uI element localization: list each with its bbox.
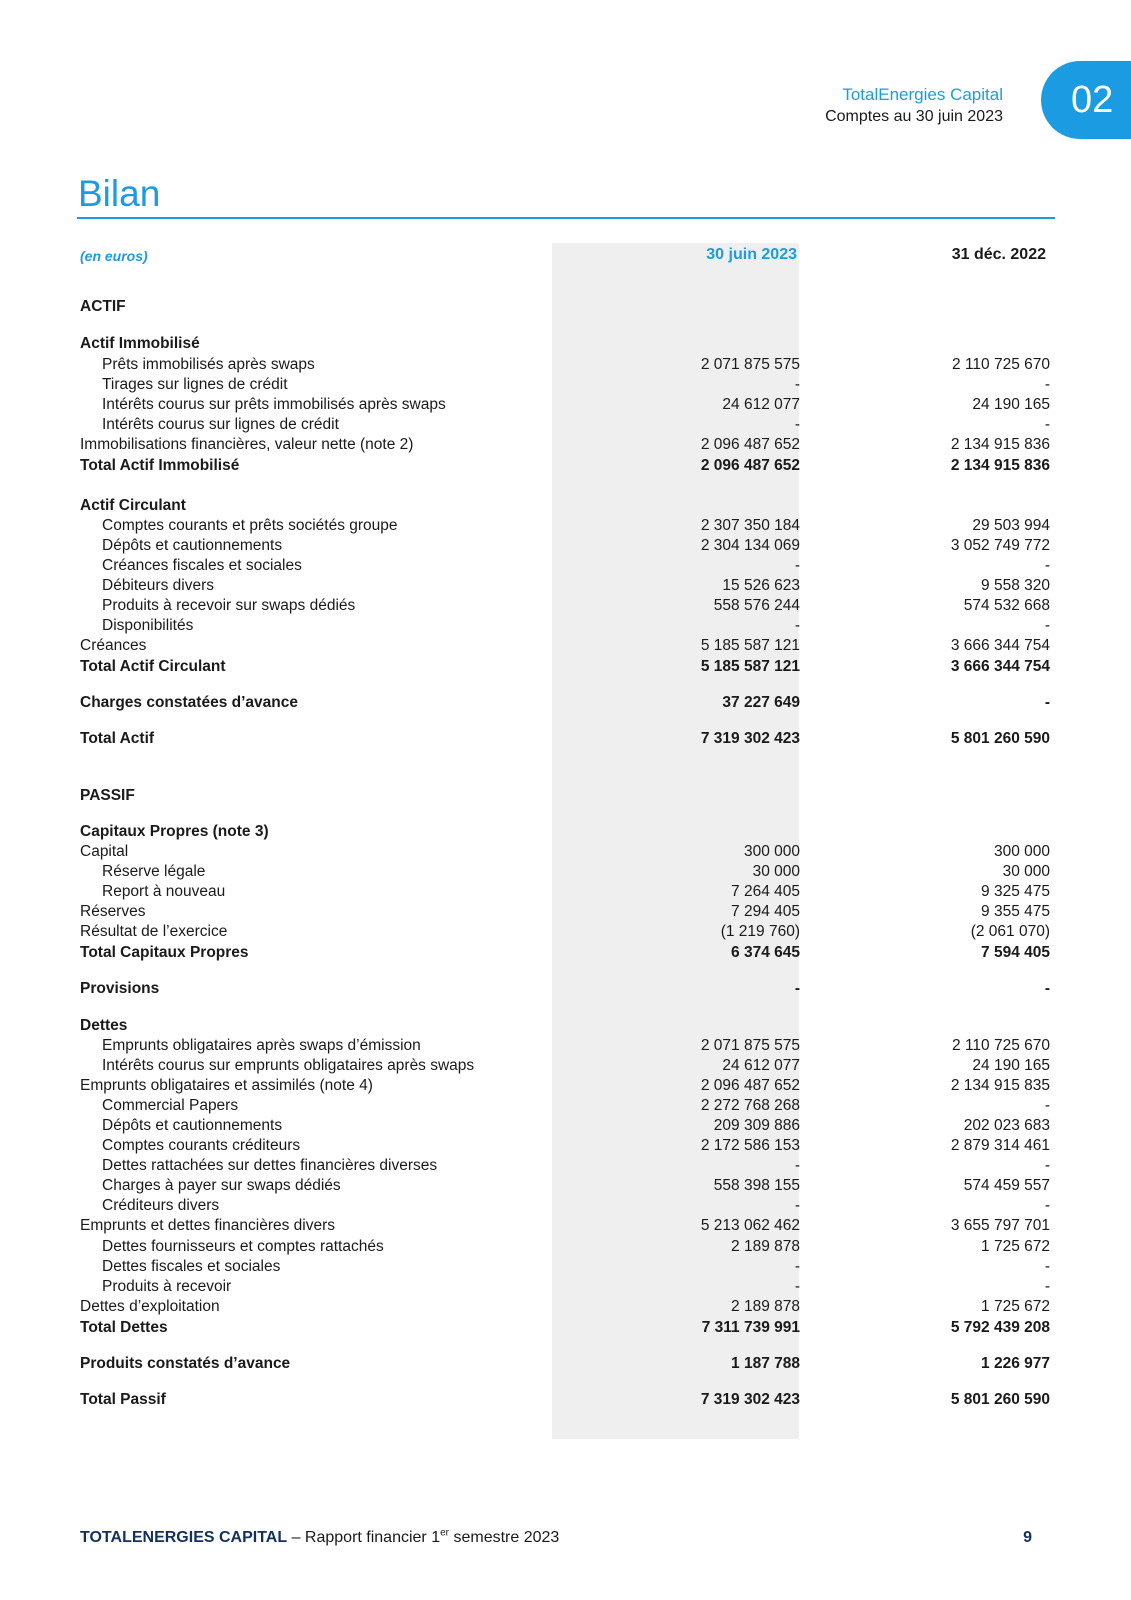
- value-30-juin-2023: 5 213 062 462: [700, 1217, 800, 1234]
- value-30-juin-2023: 2 172 586 153: [700, 1137, 800, 1154]
- value-30-juin-2023: 2 071 875 575: [700, 1037, 800, 1054]
- table-row: [0, 1216, 1131, 1236]
- value-31-dec-2022: 2 110 725 670: [952, 356, 1050, 373]
- table-row: [0, 1076, 1131, 1096]
- table-row: [0, 556, 1131, 576]
- row-label: Produits constatés d’avance: [80, 1355, 291, 1372]
- value-31-dec-2022: -: [1044, 557, 1050, 574]
- table-row: [0, 496, 1131, 516]
- row-label: Résultat de l’exercice: [80, 923, 228, 940]
- table-row: [0, 882, 1131, 902]
- row-label: Actif Immobilisé: [80, 335, 200, 352]
- value-30-juin-2023: -: [794, 1278, 800, 1295]
- row-label: Créances fiscales et sociales: [102, 557, 302, 574]
- row-label: Total Dettes: [80, 1319, 168, 1336]
- value-31-dec-2022: 3 655 797 701: [950, 1217, 1050, 1234]
- row-label: Total Actif: [80, 730, 155, 747]
- row-label: PASSIF: [80, 787, 135, 804]
- value-30-juin-2023: -: [794, 557, 800, 574]
- row-label: Total Capitaux Propres: [80, 944, 249, 961]
- value-31-dec-2022: 9 325 475: [981, 883, 1050, 900]
- row-label: Produits à recevoir: [102, 1278, 232, 1295]
- value-30-juin-2023: -: [794, 617, 800, 634]
- value-30-juin-2023: 558 398 155: [713, 1177, 800, 1194]
- value-30-juin-2023: 2 304 134 069: [700, 537, 800, 554]
- table-row: [0, 1056, 1131, 1076]
- table-row: [0, 536, 1131, 556]
- value-31-dec-2022: 1 725 672: [981, 1298, 1050, 1315]
- value-31-dec-2022: 24 190 165: [972, 1057, 1050, 1074]
- value-31-dec-2022: 5 801 260 590: [950, 1391, 1050, 1408]
- value-31-dec-2022: 3 052 749 772: [950, 537, 1050, 554]
- value-31-dec-2022: -: [1044, 1197, 1050, 1214]
- row-label: Intérêts courus sur lignes de crédit: [102, 416, 339, 433]
- value-31-dec-2022: 2 879 314 461: [950, 1137, 1050, 1154]
- value-31-dec-2022: -: [1044, 694, 1050, 711]
- table-row: [0, 1196, 1131, 1216]
- value-31-dec-2022: 2 134 915 836: [950, 457, 1050, 474]
- row-label: Prêts immobilisés après swaps: [102, 356, 315, 373]
- value-31-dec-2022: 300 000: [993, 843, 1050, 860]
- value-30-juin-2023: (1 219 760): [720, 923, 800, 940]
- row-label: Réserves: [80, 903, 146, 920]
- table-row: [0, 1096, 1131, 1116]
- row-label: Comptes courants créditeurs: [102, 1137, 301, 1154]
- footer-text: [80, 1528, 559, 1548]
- table-row: [0, 355, 1131, 375]
- value-30-juin-2023: -: [794, 1258, 800, 1275]
- value-31-dec-2022: -: [1044, 376, 1050, 393]
- row-label: Intérêts courus sur prêts immobilisés après swaps: [102, 396, 446, 413]
- footer-company: TOTALENERGIES CAPITAL: [80, 1529, 288, 1546]
- table-row: [0, 636, 1131, 656]
- value-31-dec-2022: 5 801 260 590: [950, 730, 1050, 747]
- table-row: [0, 395, 1131, 415]
- table-row: [0, 456, 1131, 476]
- table-row: [0, 943, 1131, 963]
- column-header-current: 30 juin 2023: [706, 246, 797, 263]
- unit-label: (en euros): [80, 248, 148, 264]
- row-label: Dettes rattachées sur dettes financières diverses: [102, 1157, 438, 1174]
- value-30-juin-2023: 30 000: [752, 863, 800, 880]
- value-31-dec-2022: 30 000: [1002, 863, 1050, 880]
- value-31-dec-2022: 9 558 320: [981, 577, 1050, 594]
- value-30-juin-2023: 7 311 739 991: [701, 1319, 800, 1336]
- value-31-dec-2022: 202 023 683: [963, 1117, 1050, 1134]
- row-label: Total Actif Immobilisé: [80, 457, 240, 474]
- table-row: [0, 902, 1131, 922]
- value-30-juin-2023: 2 096 487 652: [700, 1077, 800, 1094]
- table-row: [0, 576, 1131, 596]
- value-31-dec-2022: 24 190 165: [972, 396, 1050, 413]
- value-30-juin-2023: 24 612 077: [722, 396, 800, 413]
- table-row: [0, 979, 1131, 999]
- table-row: [0, 596, 1131, 616]
- row-label: Produits à recevoir sur swaps dédiés: [102, 597, 356, 614]
- value-30-juin-2023: 7 264 405: [731, 883, 800, 900]
- value-30-juin-2023: 1 187 788: [731, 1355, 800, 1372]
- value-31-dec-2022: 574 532 668: [963, 597, 1050, 614]
- value-31-dec-2022: 574 459 557: [963, 1177, 1050, 1194]
- header-brand: TotalEnergies Capital: [842, 85, 1003, 104]
- row-label: Dépôts et cautionnements: [102, 1117, 283, 1134]
- value-30-juin-2023: 300 000: [743, 843, 800, 860]
- table-row: [0, 435, 1131, 455]
- value-30-juin-2023: 7 319 302 423: [700, 1391, 800, 1408]
- table-row: [0, 415, 1131, 435]
- row-label: Comptes courants et prêts sociétés groupe: [102, 517, 398, 534]
- row-label: Emprunts obligataires et assimilés (note 4): [80, 1077, 373, 1094]
- table-row: [0, 1390, 1131, 1410]
- row-label: Emprunts et dettes financières divers: [80, 1217, 336, 1234]
- value-30-juin-2023: 15 526 623: [722, 577, 800, 594]
- table-row: [0, 729, 1131, 749]
- value-31-dec-2022: 2 110 725 670: [952, 1037, 1050, 1054]
- value-31-dec-2022: -: [1044, 1258, 1050, 1275]
- value-30-juin-2023: 24 612 077: [722, 1057, 800, 1074]
- value-31-dec-2022: 7 594 405: [981, 944, 1050, 961]
- value-30-juin-2023: 2 189 878: [731, 1238, 800, 1255]
- row-label: Charges constatées d’avance: [80, 694, 298, 711]
- table-row: [0, 1237, 1131, 1257]
- table-row: [0, 516, 1131, 536]
- footer-report-title: – Rapport financier 1: [287, 1529, 441, 1546]
- table-row: [0, 616, 1131, 636]
- value-30-juin-2023: 2 307 350 184: [700, 517, 800, 534]
- value-30-juin-2023: 5 185 587 121: [700, 637, 800, 654]
- table-row: [0, 1036, 1131, 1056]
- value-31-dec-2022: -: [1044, 980, 1050, 997]
- value-30-juin-2023: 5 185 587 121: [700, 658, 800, 675]
- row-label: ACTIF: [80, 298, 126, 315]
- title-divider: [77, 217, 1055, 219]
- value-31-dec-2022: 3 666 344 754: [950, 658, 1050, 675]
- row-label: Capital: [80, 843, 129, 860]
- row-label: Commercial Papers: [102, 1097, 239, 1114]
- section-number-badge: 02: [1041, 61, 1131, 139]
- value-30-juin-2023: -: [794, 376, 800, 393]
- table-row: [0, 334, 1131, 354]
- table-row: [0, 297, 1131, 317]
- row-label: Dépôts et cautionnements: [102, 537, 283, 554]
- value-30-juin-2023: -: [794, 980, 800, 997]
- value-30-juin-2023: 37 227 649: [722, 694, 800, 711]
- value-31-dec-2022: -: [1044, 1097, 1050, 1114]
- row-label: Dettes d’exploitation: [80, 1298, 220, 1315]
- row-label: Tirages sur lignes de crédit: [102, 376, 288, 393]
- table-row: [0, 842, 1131, 862]
- value-31-dec-2022: -: [1044, 1278, 1050, 1295]
- table-row: [0, 1016, 1131, 1036]
- value-31-dec-2022: -: [1044, 416, 1050, 433]
- value-31-dec-2022: 9 355 475: [981, 903, 1050, 920]
- row-label: Créditeurs divers: [102, 1197, 220, 1214]
- table-row: [0, 922, 1131, 942]
- footer-report-period: semestre 2023: [449, 1529, 560, 1546]
- value-30-juin-2023: -: [794, 1197, 800, 1214]
- page-title: Bilan: [78, 173, 161, 214]
- value-31-dec-2022: 1 226 977: [981, 1355, 1050, 1372]
- row-label: Report à nouveau: [102, 883, 226, 900]
- row-label: Immobilisations financières, valeur nette (note 2): [80, 436, 414, 453]
- table-row: [0, 1116, 1131, 1136]
- row-label: Dettes: [80, 1017, 128, 1034]
- table-row: [0, 1318, 1131, 1338]
- footer-superscript: er: [440, 1527, 450, 1539]
- table-row: [0, 657, 1131, 677]
- value-31-dec-2022: 1 725 672: [981, 1238, 1050, 1255]
- page-number: 9: [1023, 1529, 1032, 1546]
- value-31-dec-2022: 2 134 915 835: [950, 1077, 1050, 1094]
- value-30-juin-2023: 209 309 886: [713, 1117, 800, 1134]
- table-row: [0, 1257, 1131, 1277]
- row-label: Total Actif Circulant: [80, 658, 226, 675]
- row-label: Provisions: [80, 980, 160, 997]
- value-31-dec-2022: 2 134 915 836: [950, 436, 1050, 453]
- value-31-dec-2022: 5 792 439 208: [950, 1319, 1050, 1336]
- value-30-juin-2023: 6 374 645: [731, 944, 800, 961]
- table-row: [0, 1354, 1131, 1374]
- row-label: Actif Circulant: [80, 497, 186, 514]
- value-30-juin-2023: 2 096 487 652: [700, 457, 800, 474]
- value-31-dec-2022: (2 061 070): [970, 923, 1050, 940]
- value-30-juin-2023: 7 294 405: [731, 903, 800, 920]
- table-row: [0, 1136, 1131, 1156]
- value-30-juin-2023: -: [794, 416, 800, 433]
- table-row: [0, 786, 1131, 806]
- header-subtitle: Comptes au 30 juin 2023: [825, 108, 1003, 125]
- row-label: Capitaux Propres (note 3): [80, 823, 269, 840]
- value-31-dec-2022: -: [1044, 617, 1050, 634]
- value-31-dec-2022: 3 666 344 754: [950, 637, 1050, 654]
- row-label: Total Passif: [80, 1391, 166, 1408]
- row-label: Dettes fournisseurs et comptes rattachés: [102, 1238, 384, 1255]
- table-row: [0, 822, 1131, 842]
- row-label: Réserve légale: [102, 863, 206, 880]
- table-row: [0, 693, 1131, 713]
- table-row: [0, 1176, 1131, 1196]
- row-label: Créances: [80, 637, 147, 654]
- value-30-juin-2023: 2 189 878: [731, 1298, 800, 1315]
- value-31-dec-2022: 29 503 994: [972, 517, 1050, 534]
- report-header: [825, 84, 1003, 127]
- value-30-juin-2023: -: [794, 1157, 800, 1174]
- value-30-juin-2023: 2 272 768 268: [700, 1097, 800, 1114]
- table-row: [0, 862, 1131, 882]
- table-row: [0, 1156, 1131, 1176]
- value-31-dec-2022: -: [1044, 1157, 1050, 1174]
- table-row: [0, 1297, 1131, 1317]
- row-label: Emprunts obligataires après swaps d’émission: [102, 1037, 421, 1054]
- value-30-juin-2023: 7 319 302 423: [700, 730, 800, 747]
- table-row: [0, 375, 1131, 395]
- column-header-previous: 31 déc. 2022: [951, 246, 1046, 263]
- value-30-juin-2023: 2 071 875 575: [700, 356, 800, 373]
- value-30-juin-2023: 558 576 244: [713, 597, 800, 614]
- table-row: [0, 1277, 1131, 1297]
- value-30-juin-2023: 2 096 487 652: [700, 436, 800, 453]
- row-label: Débiteurs divers: [102, 577, 214, 594]
- row-label: Charges à payer sur swaps dédiés: [102, 1177, 341, 1194]
- row-label: Intérêts courus sur emprunts obligataires après swaps: [102, 1057, 475, 1074]
- row-label: Disponibilités: [102, 617, 194, 634]
- row-label: Dettes fiscales et sociales: [102, 1258, 281, 1275]
